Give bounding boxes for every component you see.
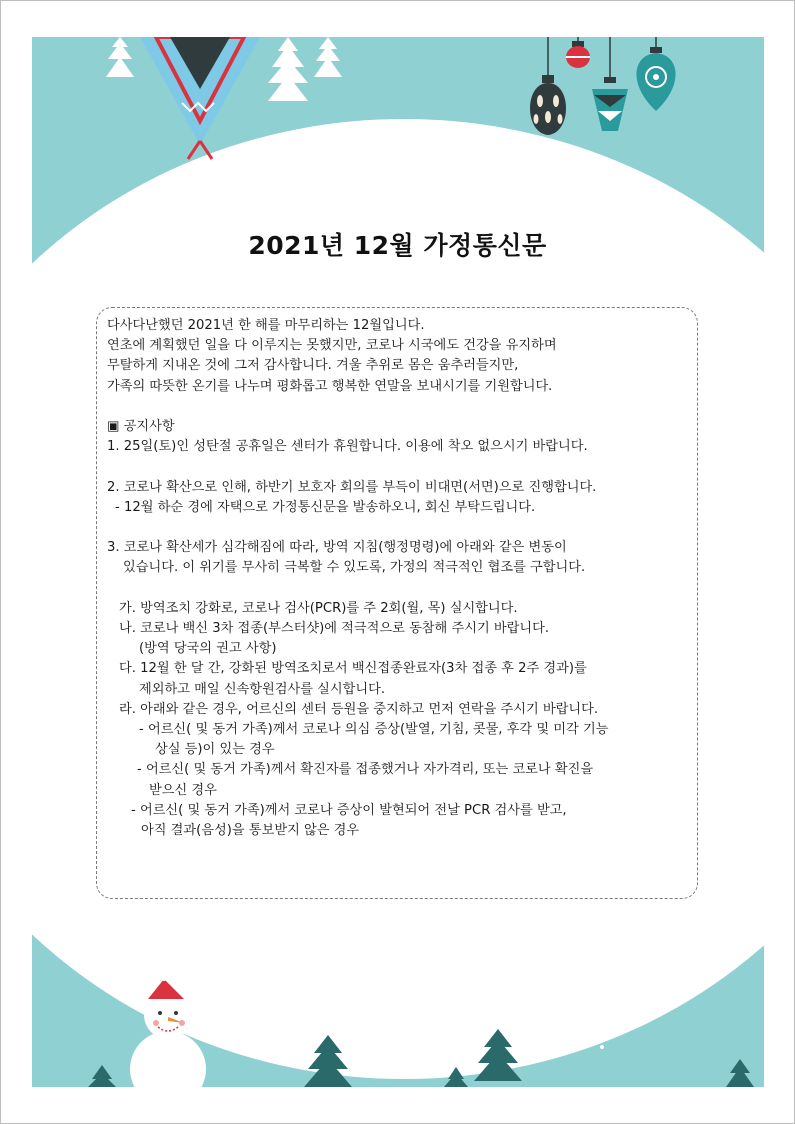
page-title: 2021년 12월 가정통신문 <box>248 231 547 260</box>
triangle-banner-icon <box>140 37 260 159</box>
notice-item-3: 3. 코로나 확산세가 심각해짐에 따라, 방역 지침(행정명령)에 아래와 같은 변동이 <box>107 540 567 556</box>
greeting-line: 가족의 따뜻한 온기를 나누며 평화롭고 행복한 연말을 보내시기를 기원합니다. <box>107 378 553 394</box>
ornament-icon <box>530 37 566 135</box>
case-item-cont: 상실 등)이 있는 경우 <box>155 742 275 758</box>
sub-item-b: 나. 코로나 백신 3차 접종(부스터샷)에 적극적으로 동참해 주시기 바랍니다. <box>119 620 550 636</box>
pine-tree-icon <box>726 1059 754 1087</box>
pine-tree-icon <box>106 37 134 77</box>
spacer <box>107 457 687 477</box>
greeting-line: 무탈하게 지내온 것에 그저 감사합니다. 겨울 추위로 몸은 움추러들지만, <box>107 358 519 374</box>
notice-item-1: 1. 25일(토)인 성탄절 공휴일은 센터가 휴원합니다. 이용에 착오 없으시기 바랍니다. <box>107 439 588 455</box>
ornament-icon <box>566 37 590 68</box>
ornament-icon <box>592 37 628 131</box>
case-item: - 어르신( 및 동거 가족)께서 코로나 증상이 발현되어 전날 PCR 검사를 받고, <box>131 802 567 818</box>
sub-item-d: 라. 아래와 같은 경우, 어르신의 센터 등원을 중지하고 먼저 연락을 주시기 바랍니다. <box>119 701 599 717</box>
sub-item-b-note: (방역 당국의 권고 사항) <box>139 641 277 657</box>
spacer <box>107 397 687 417</box>
case-item: - 어르신( 및 동거 가족)께서 확진자를 접종했거나 자가격리, 또는 코로나 확진을 <box>137 762 594 778</box>
pine-tree-icon <box>88 1065 116 1087</box>
notice-item-2-detail: - 12월 하순 경에 자택으로 가정통신문을 발송하오니, 회신 부탁드립니다. <box>115 499 536 515</box>
greeting-line: 다사다난했던 2021년 한 해를 마무리하는 12월입니다. <box>107 318 425 333</box>
spacer <box>107 579 687 599</box>
notice-header: ▣ 공지사항 <box>107 419 175 434</box>
pine-tree-icon <box>444 1067 468 1087</box>
snowman-icon <box>130 975 206 1087</box>
case-item: - 어르신( 및 동거 가족)께서 코로나 의심 증상(발열, 기침, 콧물, 후각 및 미각 기능 <box>139 722 609 737</box>
letter-body <box>107 316 687 841</box>
notice-item-3-cont: 있습니다. 이 위기를 무사히 극복할 수 있도록, 가정의 적극적인 협조를 구합니다. <box>123 560 586 576</box>
pine-tree-icon <box>474 1029 522 1081</box>
pine-tree-icon <box>304 1035 352 1087</box>
case-item-cont: 아직 결과(음성)을 통보받지 않은 경우 <box>141 823 360 839</box>
notice-item-2: 2. 코로나 확산으로 인해, 하반기 보호자 회의를 부득이 비대면(서면)으로 진행합니다. <box>107 479 597 495</box>
sub-item-c: 다. 12월 한 달 간, 강화된 방역조치로서 백신접종완료자(3차 접종 후 2주 경과)를 <box>119 661 587 677</box>
pine-tree-icon <box>314 37 342 77</box>
ornament-icon <box>636 37 675 111</box>
case-item-cont: 받으신 경우 <box>149 782 217 798</box>
spacer <box>107 518 687 538</box>
sub-item-a: 가. 방역조치 강화로, 코로나 검사(PCR)를 주 2회(월, 목) 실시합니다. <box>119 600 518 616</box>
greeting-line: 연초에 계획했던 일을 다 이루지는 못했지만, 코로나 시국에도 건강을 유지하며 <box>107 338 557 354</box>
snowflake-icon <box>216 1029 604 1079</box>
pine-tree-icon <box>268 37 308 101</box>
sub-item-c-cont: 제외하고 매일 신속항원검사를 실시합니다. <box>139 681 386 697</box>
